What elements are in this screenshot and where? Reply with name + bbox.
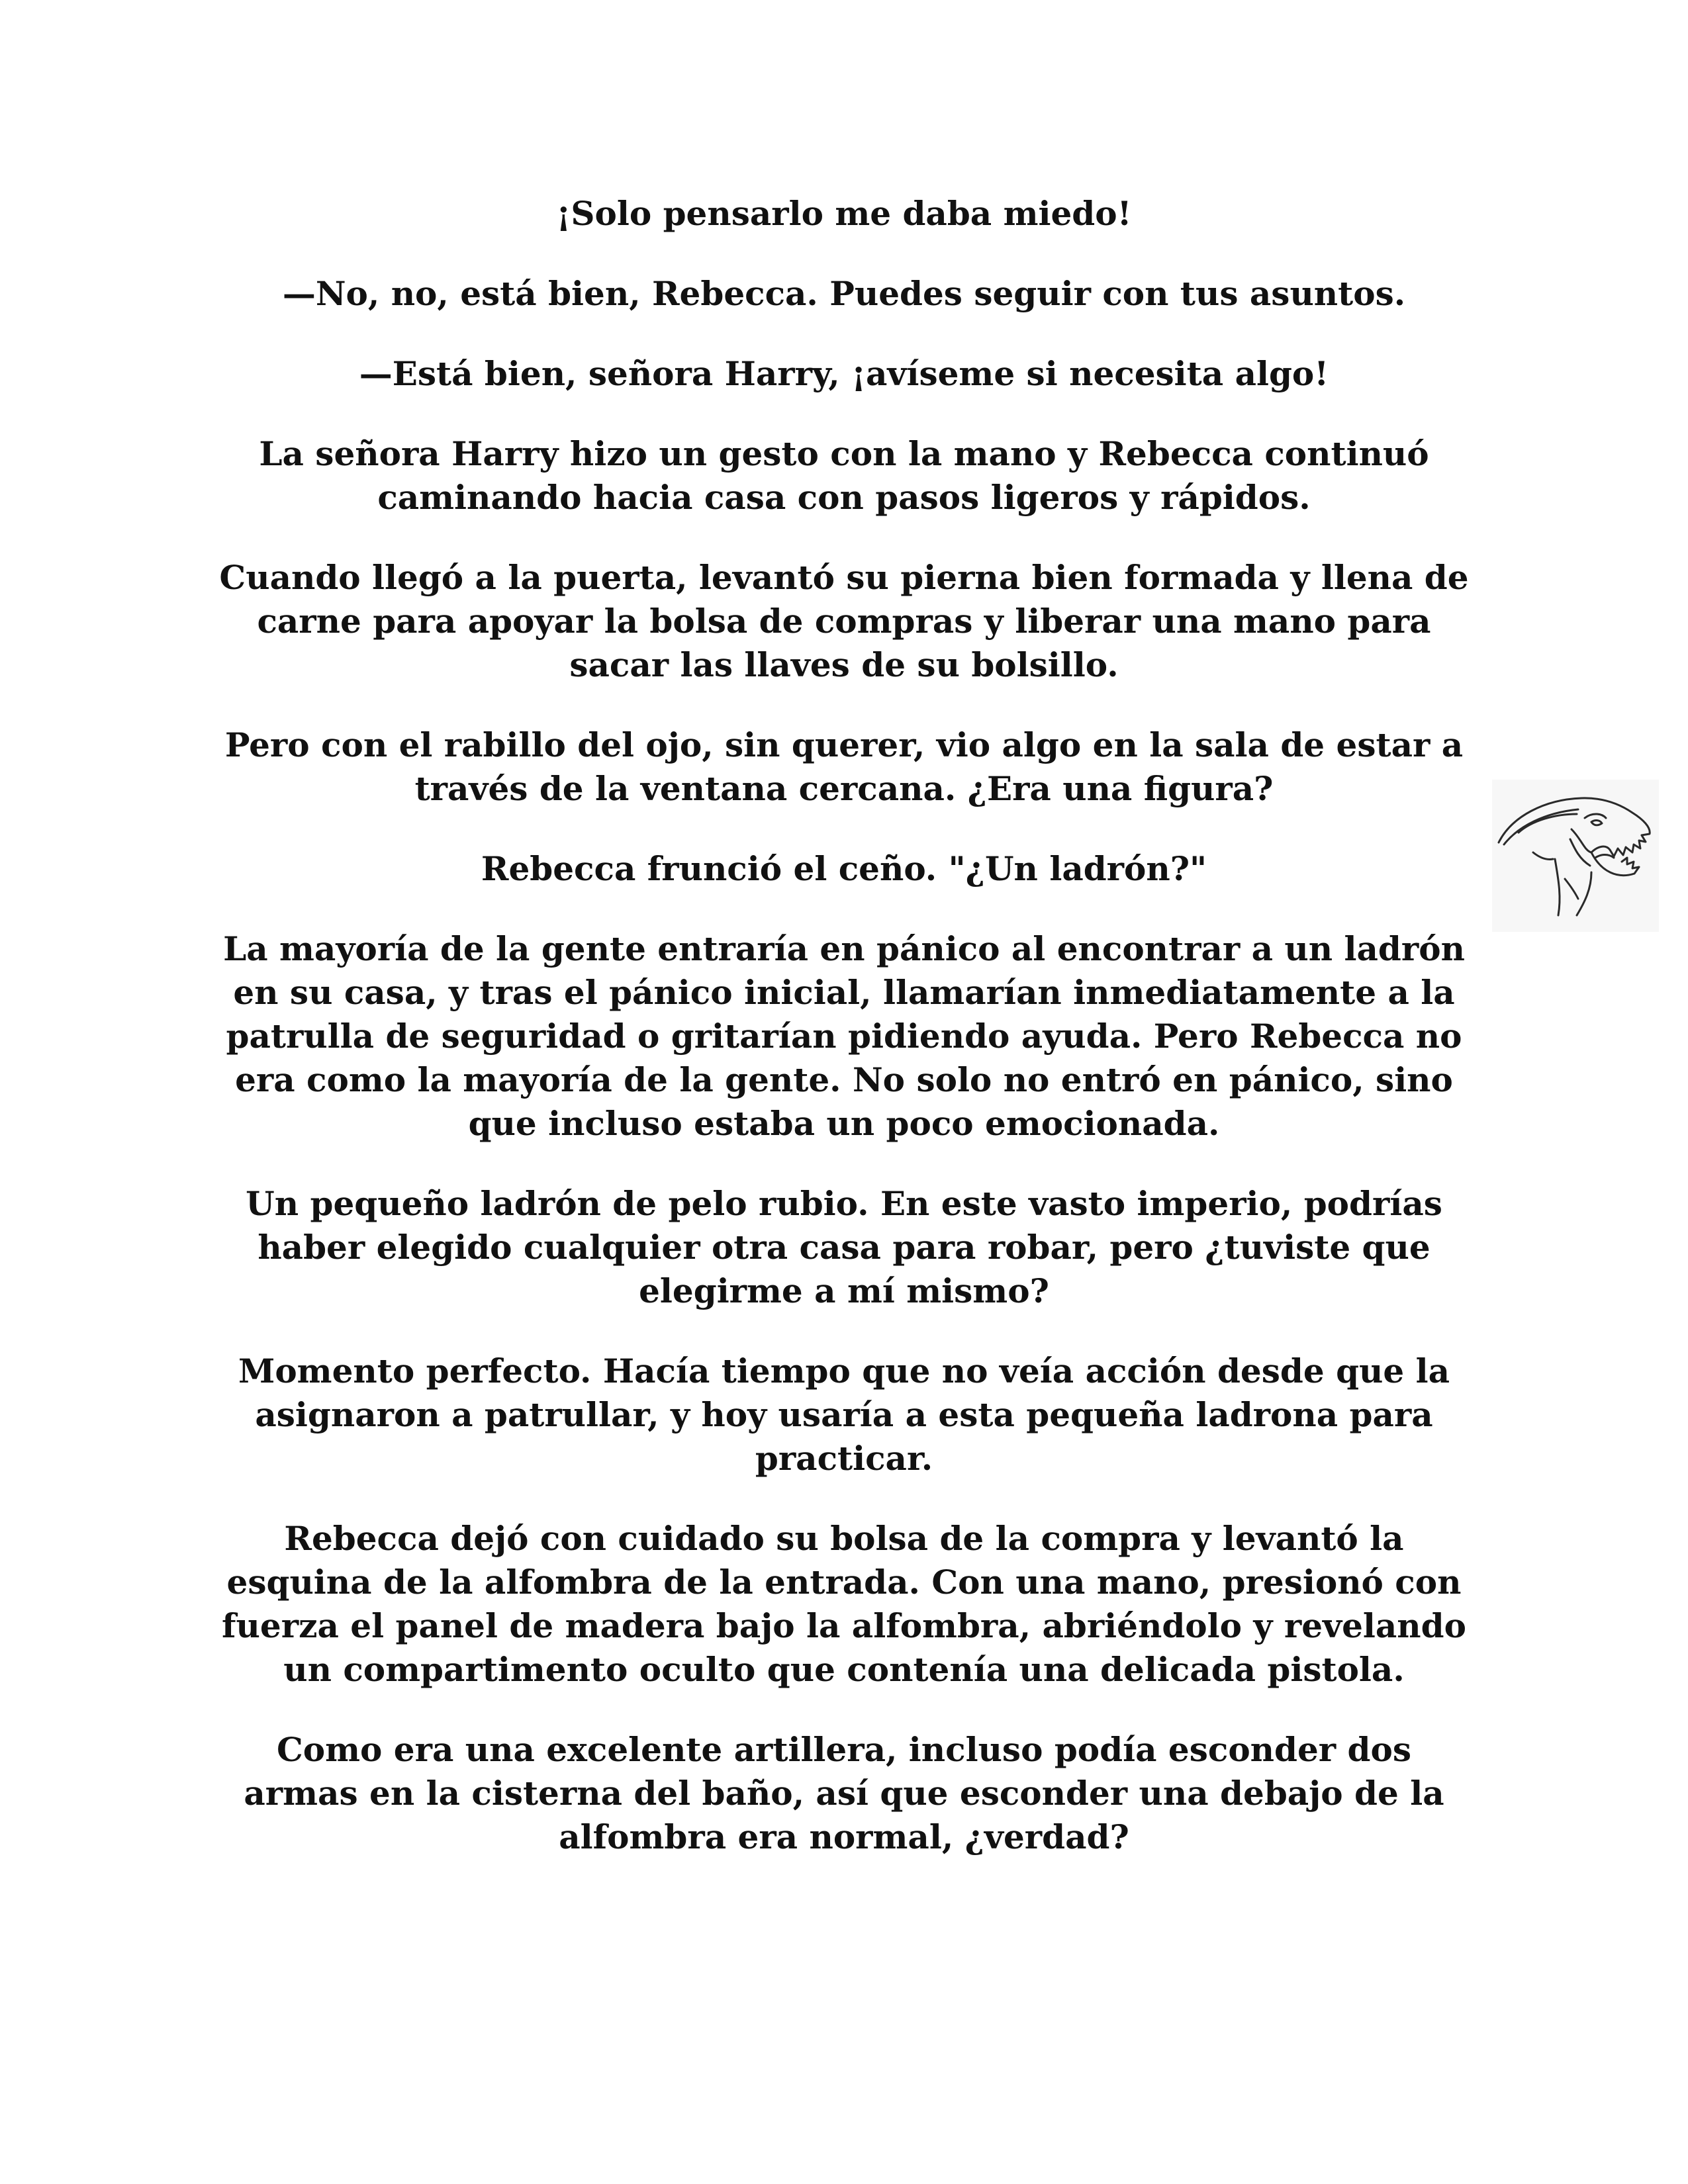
paragraph-9: Un pequeño ladrón de pelo rubio. En este vasto imperio, podrías haber elegido cualquier otra casa para robar, pero ¿tuviste que elegirme a mí mismo? — [246, 1184, 1442, 1310]
paragraph-3: —Está bien, señora Harry, ¡avíseme si necesita algo! — [359, 354, 1329, 393]
paragraph-5: Cuando llegó a la puerta, levantó su pierna bien formada y llena de carne para apoyar la bolsa de compras y liberar una mano para sacar las llaves de su bolsillo. — [219, 558, 1469, 684]
paragraph-10: Momento perfecto. Hacía tiempo que no veía acción desde que la asignaron a patrullar, y hoy usaría a esta pequeña ladrona para practicar. — [238, 1351, 1450, 1478]
paragraph-2: —No, no, está bien, Rebecca. Puedes seguir con tus asuntos. — [282, 274, 1406, 313]
document-body — [218, 192, 1470, 1895]
paragraph-1: ¡Solo pensarlo me daba miedo! — [556, 194, 1132, 233]
paragraph-11: Rebecca dejó con cuidado su bolsa de la compra y levantó la esquina de la alfombra de la entrada. Con una mano, presionó con fuerza el panel de madera bajo la alfombra, abriéndolo y revelando un compartimento oculto que contenía una delicada pistola. — [222, 1519, 1466, 1689]
paragraph-7: Rebecca frunció el ceño. "¿Un ladrón?" — [481, 849, 1207, 888]
paragraph-4: La señora Harry hizo un gesto con la mano y Rebecca continuó caminando hacia casa con pasos ligeros y rápidos. — [259, 434, 1429, 517]
dinosaur-head-icon — [1492, 780, 1659, 932]
paragraph-8: La mayoría de la gente entraría en pánico al encontrar a un ladrón en su casa, y tras el pánico inicial, llamarían inmediatamente a la patrulla de seguridad o gritarían pidiendo ayuda. Pero Rebecca no era como la mayoría de la gente. No solo no entró en pánico, sino que incluso estaba un poco emocionada. — [223, 929, 1465, 1143]
paragraph-6: Pero con el rabillo del ojo, sin querer, vio algo en la sala de estar a través de la ventana cercana. ¿Era una figura? — [224, 725, 1464, 808]
paragraph-12: Como era una excelente artillera, incluso podía esconder dos armas en la cisterna del baño, así que esconder una debajo de la alfombra era normal, ¿verdad? — [244, 1730, 1444, 1856]
